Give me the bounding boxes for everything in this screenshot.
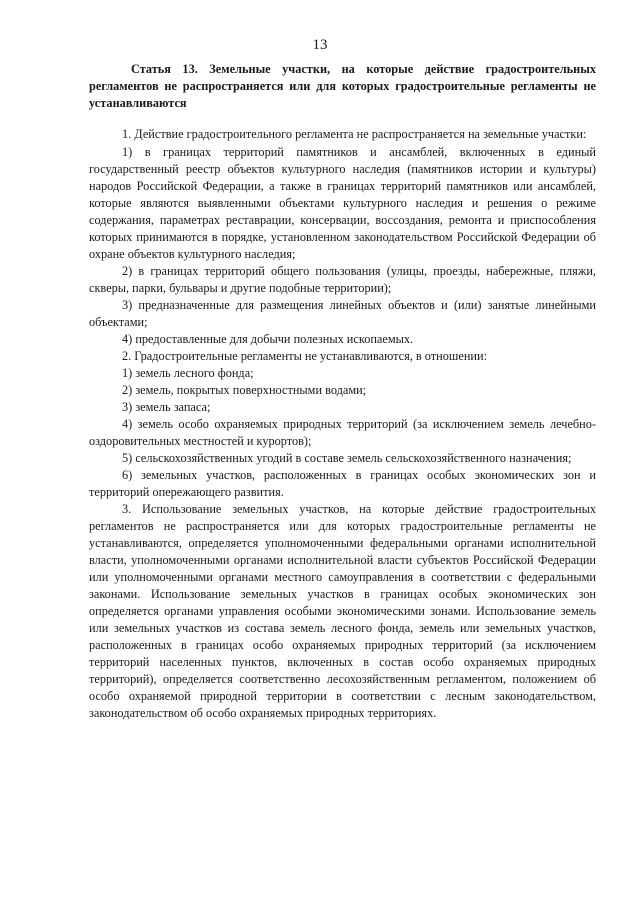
paragraph-1-item-2: 2) в границах территорий общего пользования (улицы, проезды, набережные, пляжи, скверы, парки, бульвары и другие подобные территории);	[89, 264, 596, 295]
paragraph-2-item-4: 4) земель особо охраняемых природных территорий (за исключением земель лечебно-оздоровительных местностей и курортов);	[89, 417, 596, 448]
paragraph-2-item-2: 2) земель, покрытых поверхностными водами;	[122, 383, 367, 397]
paragraph-1-item-4: 4) предоставленные для добычи полезных ископаемых.	[122, 332, 414, 346]
page-number: 13	[312, 37, 328, 53]
paragraph-2-item-5: 5) сельскохозяйственных угодий в составе земель сельскохозяйственного назначения;	[122, 451, 572, 465]
paragraph-2-item-6: 6) земельных участков, расположенных в границах особых экономических зон и территорий опережающего развития.	[89, 468, 596, 499]
paragraph-2: 2. Градостроительные регламенты не устанавливаются, в отношении:	[122, 349, 487, 363]
paragraph-2-item-1: 1) земель лесного фонда;	[122, 366, 254, 380]
paragraph-2-item-3: 3) земель запаса;	[122, 400, 211, 414]
article-body	[89, 126, 596, 722]
paragraph-1: 1. Действие градостроительного регламента не распространяется на земельные участки:	[122, 127, 587, 141]
paragraph-1-item-1: 1) в границах территорий памятников и ансамблей, включенных в единый государственный реестр объектов культурного наследия (памятников истории и культуры) народов Российской Федерации, а также в границах территорий памятников или ансамблей, которые являются выявленными объектами культурного наследия и решения о режиме содержания, параметрах реставрации, консервации, воссоздания, ремонта и приспособления которых принимаются в порядке, установленном законодательством Российской Федерации об охране объектов культурного наследия;	[89, 145, 596, 261]
paragraph-3: 3. Использование земельных участков, на которые действие градостроительных регламентов не распространяется или для которых градостроительные регламенты не устанавливаются, определяется уполномоченными федеральными органами исполнительной власти, уполномоченными органами исполнительной власти субъектов Российской Федерации или уполномоченными органами местного самоуправления в соответствии с федеральными законами. Использование земельных участков в границах особых экономических зон определяется органами управления особыми экономическими зонами. Использование земель или земельных участков из состава земель лесного фонда, земель или земельных участков, расположенных в границах особо охраняемых природных территорий (за исключением территорий населенных пунктов, включенных в состав особо охраняемых природных территорий), определяется соответственно лесохозяйственным регламентом, положением об особо охраняемой природной территории в соответствии с лесным законодательством, законодательством об особо охраняемых природных территориях.	[89, 502, 596, 720]
paragraph-1-item-3: 3) предназначенные для размещения линейных объектов и (или) занятые линейными объектами;	[89, 298, 596, 329]
article-title: Статья 13. Земельные участки, на которые действие градостроительных регламентов не распространяется или для которых градостроительные регламенты не устанавливаются	[89, 62, 596, 110]
